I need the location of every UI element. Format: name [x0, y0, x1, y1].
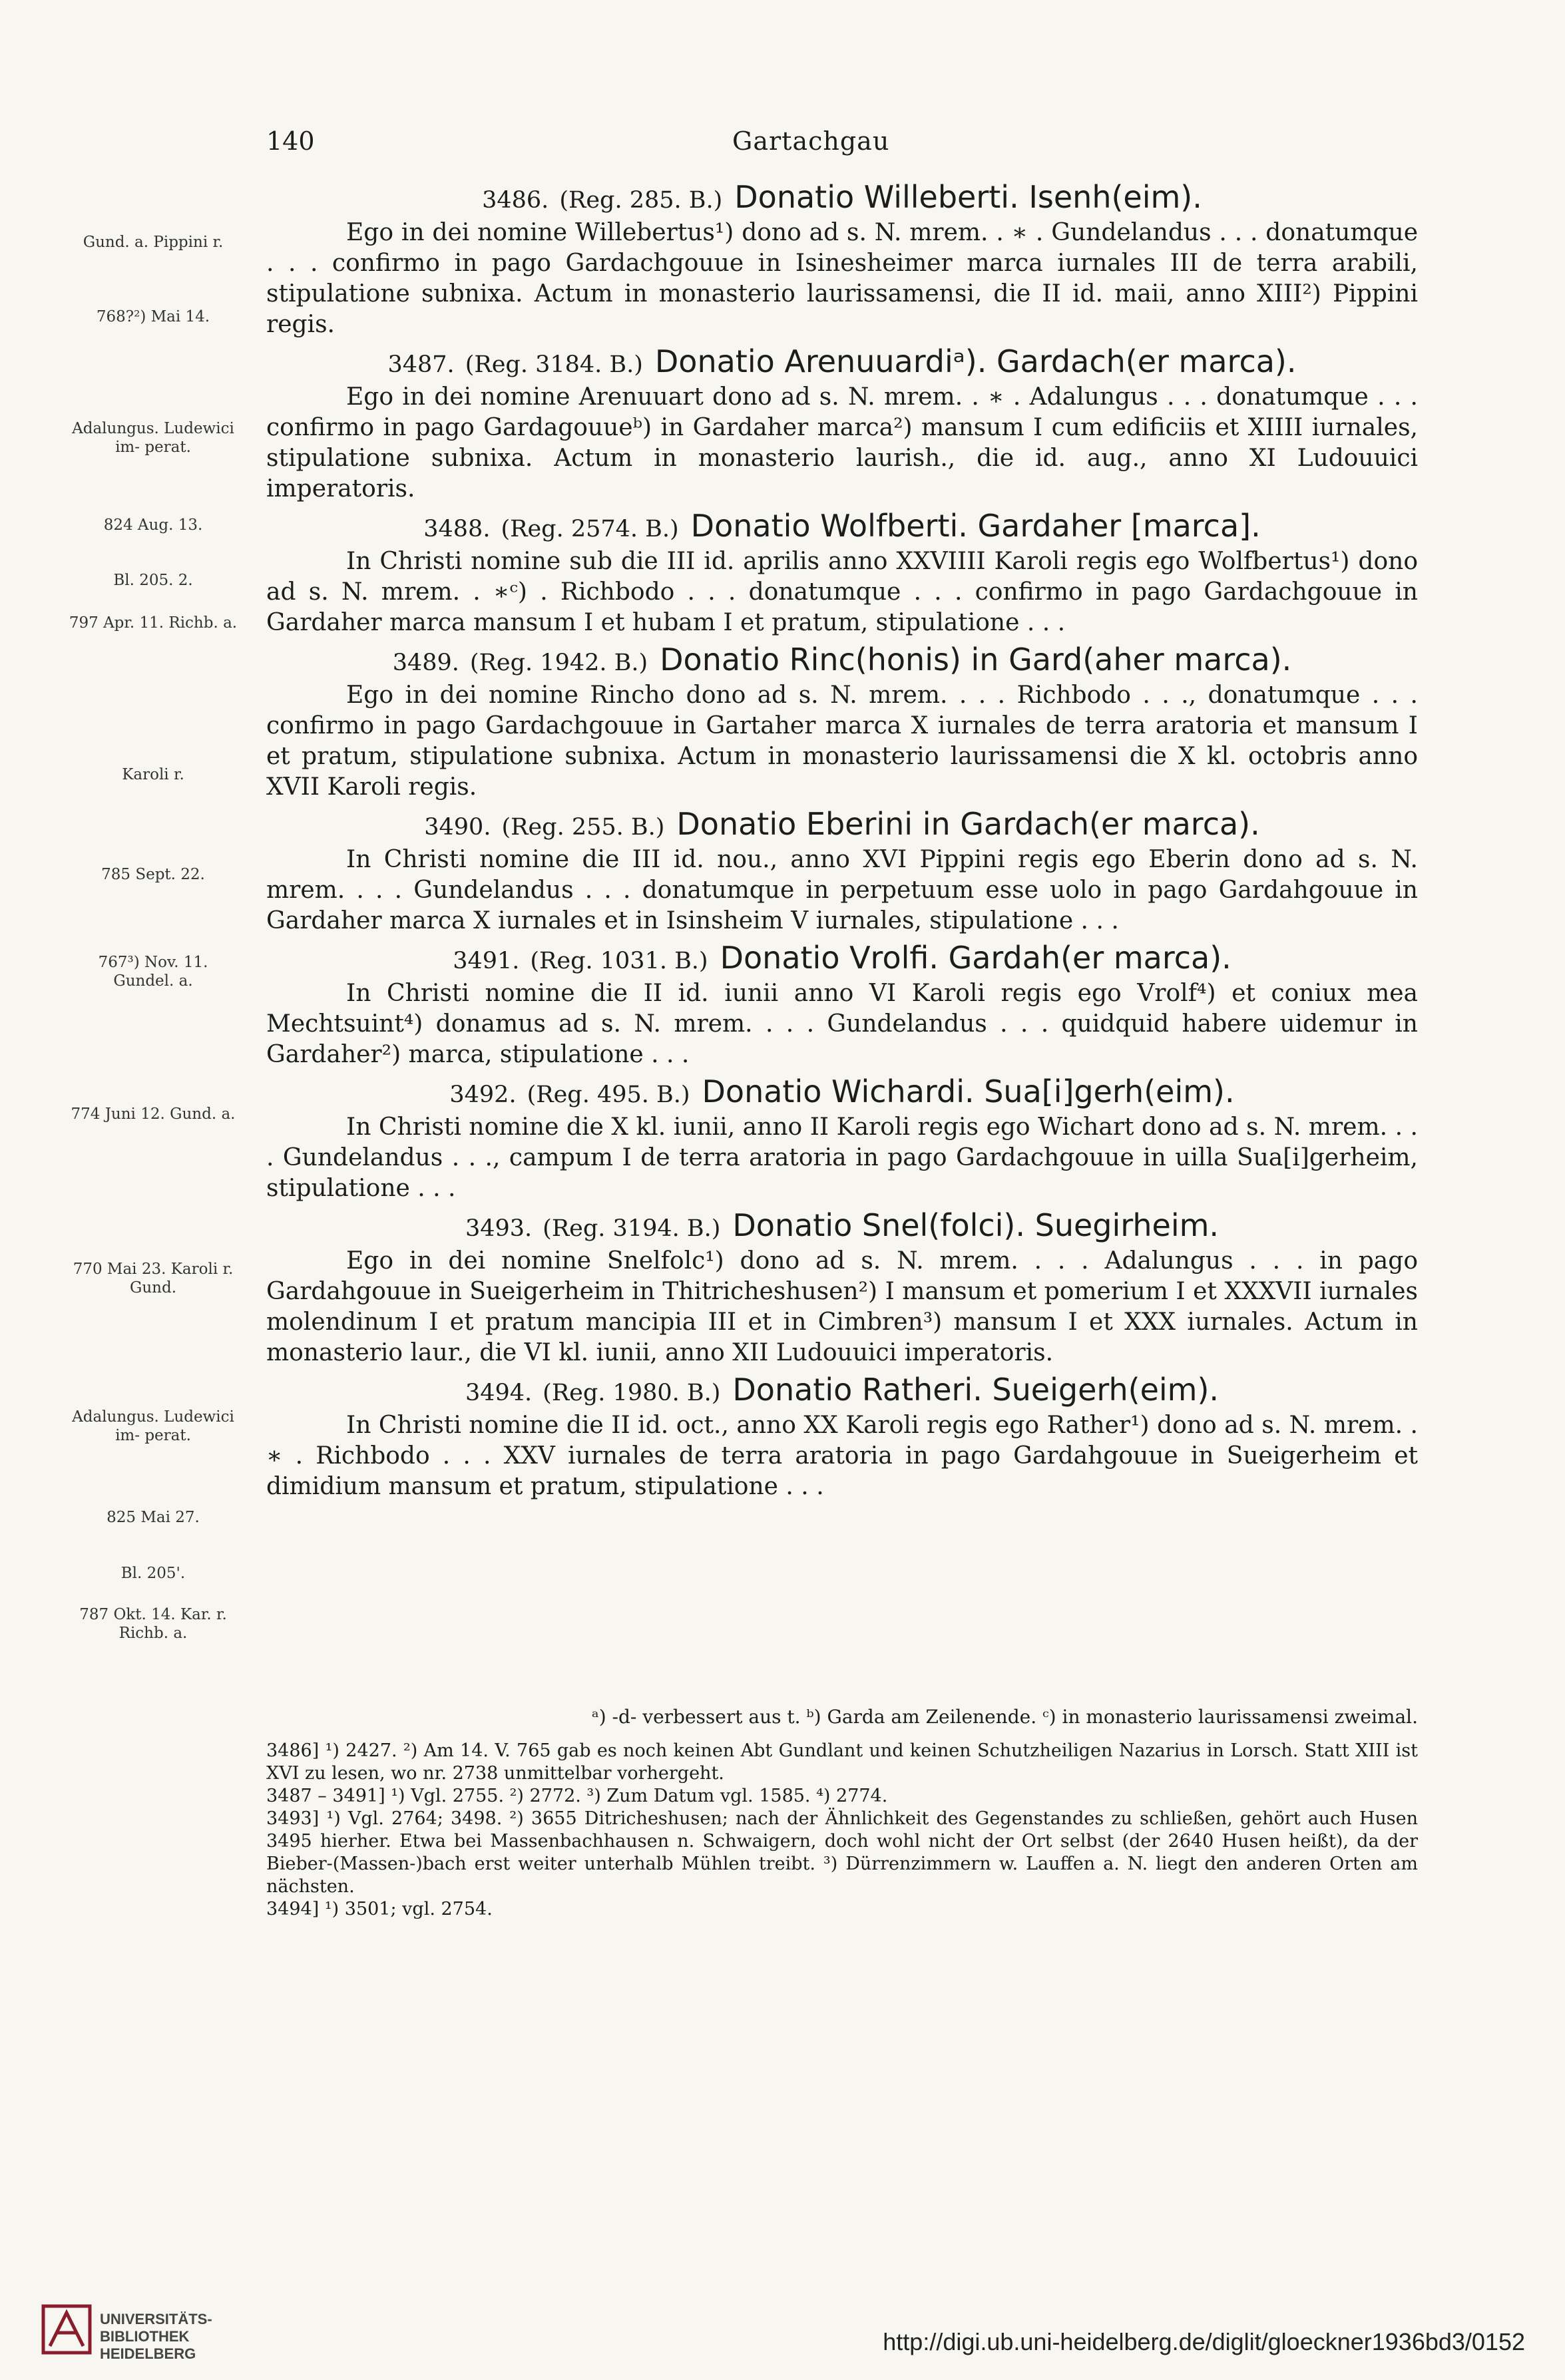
- page-footer: [0, 2276, 1565, 2380]
- margin-note: 824 Aug. 13.: [103, 516, 203, 534]
- entry-title: Donatio Eberini in Gardach(er marca).: [676, 806, 1260, 842]
- entry-number: 3487.: [387, 351, 455, 378]
- entry-title: Donatio Rinc(honis) in Gard(aher marca).: [660, 642, 1292, 678]
- entry-heading: [266, 508, 1418, 546]
- entry-heading: [266, 344, 1418, 382]
- margin-note: Bl. 205'.: [120, 1565, 186, 1582]
- entry-number: 3493.: [465, 1215, 533, 1242]
- running-title: Gartachgau: [732, 126, 890, 156]
- library-logo-icon: [40, 2303, 93, 2356]
- entry-register: (Reg. 1942. B.): [469, 650, 648, 676]
- entry-register: (Reg. 1031. B.): [530, 948, 708, 974]
- entry-text: In Christi nomine die II id. iunii anno VI Karoli regis ego Vrolf⁴) et coniux mea Mechtsuint⁴) donamus ad s. N. mrem. . . . Gundelandus . . . quidquid habere uidemur in Gardaher²) marca, stipulatione . . .: [266, 980, 1418, 1068]
- entry-register: (Reg. 255. B.): [501, 814, 665, 841]
- entry-title: Donatio Wichardi. Sua[i]gerh(eim).: [702, 1074, 1235, 1109]
- entry-heading: [266, 807, 1418, 845]
- entry-number: 3489.: [392, 650, 459, 676]
- margin-note: 770 Mai 23. Karoli r. Gund.: [73, 1261, 234, 1296]
- entry-text: Ego in dei nomine Snelfolc¹) dono ad s. N. mrem. . . . Adalungus . . . in pago Gardahgouue in Sueigerheim in Thitricheshusen²) I mansum et pomerium I et XXXVII iurnales molendinum I et pratum mancipia III et in Cimbren³) mansum I et XXX iurnales. Actum in monasterio laur., die VI kl. iunii, anno XII Ludouuici imperatoris.: [266, 1247, 1418, 1366]
- margin-note: Bl. 205. 2.: [113, 572, 193, 589]
- margin-note: 797 Apr. 11. Richb. a.: [69, 614, 238, 632]
- margin-note: Gund. a. Pippini r.: [83, 234, 224, 251]
- entry-register: (Reg. 1980. B.): [543, 1380, 721, 1406]
- page-number: 140: [266, 126, 315, 156]
- entry-number: 3486.: [482, 187, 549, 214]
- library-name-line: UNIVERSITÄTS-: [100, 2311, 212, 2327]
- entry-title: Donatio Willeberti. Isenh(eim).: [734, 179, 1202, 215]
- footnote-letters: ᵃ) -d- verbessert aus t. ᵇ) Garda am Zeilenende. ᶜ) in monasterio laurissamensi zweimal.: [591, 1706, 1418, 1728]
- entry-number: 3491.: [453, 948, 520, 974]
- entry-heading: [266, 1208, 1418, 1246]
- entry-text: Ego in dei nomine Willebertus¹) dono ad s. N. mrem. . ∗ . Gundelandus . . . donatumque . . . confirmo in pago Gardachgouue in Isinesheimer marca iurnales III de terra arabili, stipulatione subnixa. Actum in monasterio laurissamensi, die II id. maii, anno XIII²) Pippini regis.: [266, 219, 1418, 338]
- entry-text: Ego in dei nomine Rincho dono ad s. N. mrem. . . . Richbodo . . ., donatumque . . . confirmo in pago Gardachgouue in Gartaher marca X iurnales de terra aratoria et mansum I et pratum, stipulatione subnixa. Actum in monasterio laurissamensi die X kl. octobris anno XVII Karoli regis.: [266, 682, 1418, 801]
- entry-title: Donatio Arenuuardiᵃ). Gardach(er marca).: [654, 343, 1297, 379]
- footnote-line: 3486] ¹) 2427. ²) Am 14. V. 765 gab es noch keinen Abt Gundlant und keinen Schutzheiligen Nazarius in Lorsch. Statt XIII ist XVI zu lesen, wo nr. 2738 unmittelbar vorhergeht.: [266, 1740, 1418, 1784]
- source-url[interactable]: http://digi.ub.uni-heidelberg.de/diglit/gloeckner1936bd3/0152: [883, 2328, 1525, 2355]
- charter-entry: [266, 807, 1418, 936]
- library-name: [100, 2311, 212, 2363]
- entry-text: Ego in dei nomine Arenuuart dono ad s. N. mrem. . ∗ . Adalungus . . . donatumque . . . confirmo in pago Gardagouueᵇ) in Gardaher marca²) mansum I cum edificiis et XIIII iurnales, stipulatione subnixa. Actum in monasterio laurish., die id. aug., anno XI Ludouuici imperatoris.: [266, 383, 1418, 502]
- entry-register: (Reg. 2574. B.): [501, 516, 679, 542]
- margin-note: Adalungus. Ludewici im- perat.: [72, 1408, 234, 1444]
- entry-title: Donatio Wolfberti. Gardaher [marca].: [690, 508, 1261, 544]
- charter-entry: [266, 1208, 1418, 1368]
- entry-register: (Reg. 285. B.): [559, 187, 723, 214]
- margin-note: 774 Juni 12. Gund. a.: [71, 1105, 236, 1123]
- entry-register: (Reg. 3184. B.): [465, 351, 643, 378]
- entry-number: 3490.: [424, 814, 491, 841]
- footnote-line: 3494] ¹) 3501; vgl. 2754.: [266, 1899, 493, 1919]
- footnote-line: 3493] ¹) Vgl. 2764; 3498. ²) 3655 Ditricheshusen; nach der Ähnlichkeit des Gegenstandes zu schließen, gehört auch Husen 3495 hierher. Etwa bei Massenbachhausen n. Schwaigern, doch wohl nicht der Ort selbst (der 2640 Husen heißt), da der Bieber-(Massen-)bach erst weiter unterhalb Mühlen treibt. ³) Dürrenzimmern w. Lauffen a. N. liegt den anderen Orten am nächsten.: [266, 1808, 1418, 1897]
- entry-text: In Christi nomine die III id. nou., anno XVI Pippini regis ego Eberin dono ad s. N. mrem. . . . Gundelandus . . . donatumque in perpetuum esse uolo in pago Gardahgouue in Gardaher marca X iurnales et in Isinsheim V iurnales, stipulatione . . .: [266, 846, 1418, 934]
- entry-number: 3494.: [465, 1380, 533, 1406]
- charter-entry: [266, 508, 1418, 638]
- library-name-line: BIBLIOTHEK: [100, 2328, 190, 2345]
- charter-entry: [266, 344, 1418, 504]
- entry-register: (Reg. 3194. B.): [543, 1215, 721, 1242]
- margin-note: Adalungus. Ludewici im- perat.: [72, 420, 234, 456]
- margin-note: Karoli r.: [122, 766, 184, 783]
- entry-number: 3492.: [449, 1082, 517, 1108]
- margin-note: 825 Mai 27.: [107, 1509, 200, 1526]
- entry-heading: [266, 180, 1418, 218]
- footnotes: [266, 1704, 1418, 1921]
- library-name-line: HEIDELBERG: [100, 2345, 196, 2362]
- document-body: [266, 180, 1418, 1506]
- margin-note: 767³) Nov. 11. Gundel. a.: [98, 954, 208, 990]
- entry-number: 3488.: [423, 516, 491, 542]
- entry-text: In Christi nomine sub die III id. aprilis anno XXVIIII Karoli regis ego Wolfbertus¹) dono ad s. N. mrem. . ∗ᶜ) . Richbodo . . . donatumque . . . confirmo in pago Gardachgouue in Gardaher marca mansum I et hubam I et pratum, stipulatione . . .: [266, 548, 1418, 636]
- entry-heading: [266, 642, 1418, 680]
- margin-note: 785 Sept. 22.: [101, 866, 205, 883]
- charter-entry: [266, 1372, 1418, 1502]
- margin-note: 768?²) Mai 14.: [96, 308, 210, 325]
- charter-entry: [266, 1074, 1418, 1204]
- entry-heading: [266, 1372, 1418, 1410]
- entry-title: Donatio Vrolfi. Gardah(er marca).: [720, 940, 1231, 976]
- page-header: [0, 126, 1565, 166]
- entry-heading: [266, 940, 1418, 978]
- entry-title: Donatio Ratheri. Sueigerh(eim).: [732, 1372, 1220, 1408]
- margin-note: 787 Okt. 14. Kar. r. Richb. a.: [79, 1606, 227, 1642]
- charter-entry: [266, 642, 1418, 803]
- entry-heading: [266, 1074, 1418, 1112]
- entry-text: In Christi nomine die X kl. iunii, anno II Karoli regis ego Wichart dono ad s. N. mrem. . . . Gundelandus . . ., campum I de terra aratoria in pago Gardachgouue in uilla Sua[i]gerheim, stipulatione . . .: [266, 1113, 1418, 1202]
- entry-register: (Reg. 495. B.): [527, 1082, 690, 1108]
- charter-entry: [266, 180, 1418, 340]
- footnote-line: 3487 – 3491] ¹) Vgl. 2755. ²) 2772. ³) Zum Datum vgl. 1585. ⁴) 2774.: [266, 1786, 888, 1806]
- entry-title: Donatio Snel(folci). Suegirheim.: [732, 1207, 1220, 1243]
- charter-entry: [266, 940, 1418, 1070]
- entry-text: In Christi nomine die II id. oct., anno XX Karoli regis ego Rather¹) dono ad s. N. mrem. . ∗ . Richbodo . . . XXV iurnales de terra aratoria in pago Gardahgouue in Sueigerheim et dimidium mansum et pratum, stipulatione . . .: [266, 1412, 1418, 1500]
